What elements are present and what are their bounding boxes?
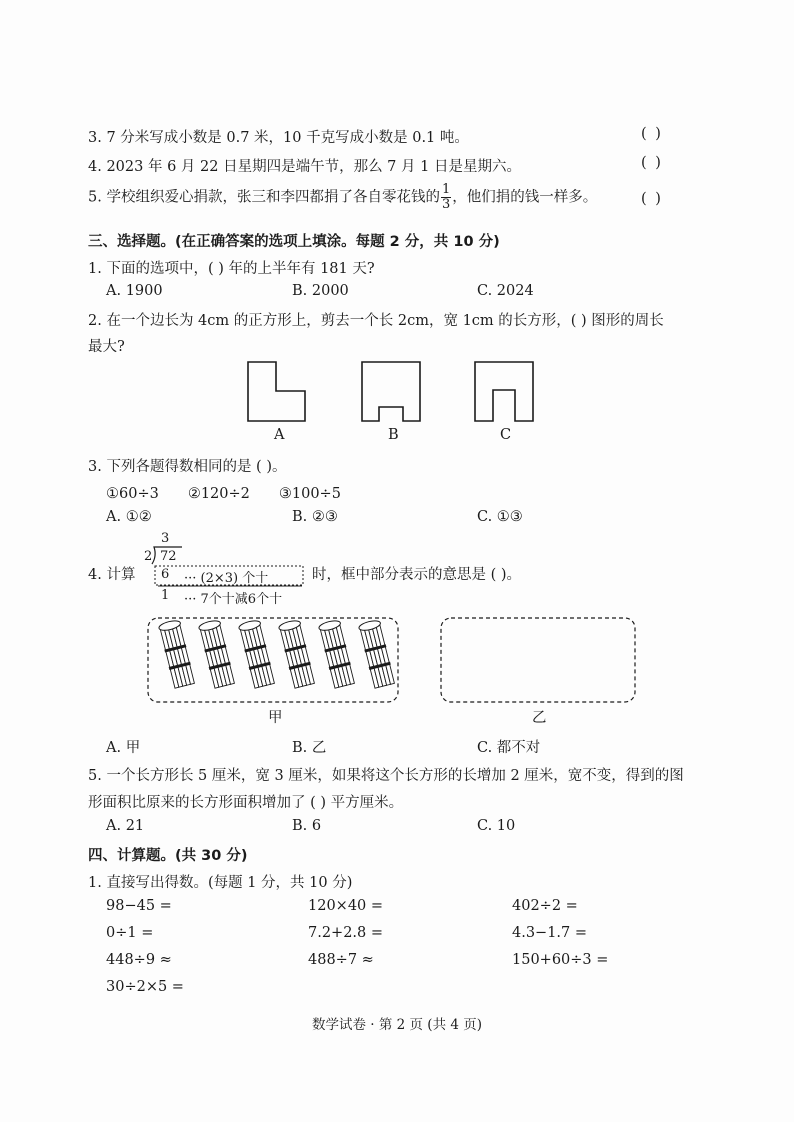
- q3-option-b[interactable]: B. ②③: [292, 509, 338, 525]
- choice-question-2-line1: 2. 在一个边长为 4cm 的正方形上，剪去一个长 2cm，宽 1cm 的长方形，( ) 图形的周长: [88, 313, 664, 329]
- choice-question-2-line2: 最大?: [88, 339, 125, 355]
- calc-r2c2[interactable]: 7.2+2.8 =: [308, 925, 384, 941]
- q5-option-c[interactable]: C. 10: [477, 818, 516, 834]
- calc-r1c3[interactable]: 402÷2 =: [512, 898, 578, 914]
- judge-q5-text-before: 5. 学校组织爱心捐款，张三和李四都捐了各自零花钱的: [88, 189, 440, 206]
- stick-bundles: [158, 619, 395, 688]
- division-dividend: 72: [160, 549, 177, 564]
- box-label-yi: 乙: [532, 710, 547, 726]
- stick-bundle: [278, 619, 315, 688]
- choice-question-1: 1. 下面的选项中，( ) 年的上半年有 181 天?: [88, 261, 375, 277]
- q4-option-a[interactable]: A. 甲: [106, 740, 141, 756]
- box-yi: [441, 618, 635, 702]
- stick-bundle: [238, 619, 275, 688]
- choice-question-4-prefix: 4. 计算: [88, 567, 136, 583]
- answer-blank-3[interactable]: ( ): [641, 126, 663, 142]
- stick-bundle: [158, 619, 195, 688]
- shape-label-b: B: [388, 427, 399, 443]
- q5-option-b[interactable]: B. 6: [292, 818, 322, 834]
- q5-option-a[interactable]: A. 21: [106, 818, 145, 834]
- division-divisor: 2: [144, 549, 153, 564]
- q4-option-c[interactable]: C. 都不对: [477, 740, 541, 756]
- q3-option-a[interactable]: A. ①②: [106, 509, 152, 525]
- section-4-sub1: 1. 直接写出得数。(每题 1 分，共 10 分): [88, 875, 353, 891]
- division-quotient: 3: [161, 531, 170, 546]
- division-row1-num: 6: [161, 567, 170, 582]
- judge-question-3: 3. 7 分米写成小数是 0.7 米，10 千克写成小数是 0.1 吨。: [88, 130, 469, 146]
- q3-option-c[interactable]: C. ①③: [477, 509, 523, 525]
- division-row2-note: ··· 7个十减6个十: [184, 592, 283, 607]
- page-footer: 数学试卷 · 第 2 页 (共 4 页): [311, 1017, 483, 1033]
- q1-option-c[interactable]: C. 2024: [477, 283, 534, 299]
- stick-bundle: [198, 619, 235, 688]
- division-row1-note: ··· (2×3) 个十: [184, 571, 269, 586]
- calc-r3c1[interactable]: 448÷9 ≈: [106, 952, 172, 968]
- section-4-heading: 四、计算题。(共 30 分): [88, 848, 248, 864]
- fraction-denominator: 3: [441, 197, 451, 212]
- division-row2-num: 1: [161, 588, 170, 603]
- calc-r4c1[interactable]: 30÷2×5 =: [106, 979, 184, 995]
- judge-question-4: 4. 2023 年 6 月 22 日星期四是端午节，那么 7 月 1 日是星期六。: [88, 159, 521, 175]
- q3-expressions: ①60÷3 ②120÷2 ③100÷5: [106, 486, 341, 502]
- judge-q5-text-after: ，他们捐的钱一样多。: [452, 189, 598, 206]
- q1-option-a[interactable]: A. 1900: [106, 283, 163, 299]
- calc-r2c1[interactable]: 0÷1 =: [106, 925, 154, 941]
- q1-option-b[interactable]: B. 2000: [292, 283, 349, 299]
- calc-r3c3[interactable]: 150+60÷3 =: [512, 952, 609, 968]
- answer-blank-5[interactable]: ( ): [641, 191, 663, 207]
- box-label-jia: 甲: [268, 710, 283, 726]
- shape-label-c: C: [500, 427, 512, 443]
- choice-question-3: 3. 下列各题得数相同的是 ( )。: [88, 459, 287, 475]
- shape-label-a: A: [274, 427, 285, 443]
- calc-r1c2[interactable]: 120×40 =: [308, 898, 384, 914]
- answer-blank-4[interactable]: ( ): [641, 155, 663, 171]
- choice-question-5-line1: 5. 一个长方形长 5 厘米，宽 3 厘米，如果将这个长方形的长增加 2 厘米，宽不变，得到的图: [88, 768, 684, 784]
- fraction-numerator: 1: [441, 182, 451, 197]
- choice-question-4-suffix: 时，框中部分表示的意思是 ( )。: [312, 567, 522, 583]
- section-3-heading: 三、选择题。(在正确答案的选项上填涂。每题 2 分，共 10 分): [88, 234, 500, 250]
- calc-r3c2[interactable]: 488÷7 ≈: [308, 952, 374, 968]
- stick-bundle: [318, 619, 355, 688]
- choice-question-5-line2: 形面积比原来的长方形面积增加了 ( ) 平方厘米。: [88, 795, 404, 811]
- stick-bundle: [358, 619, 395, 688]
- q4-option-b[interactable]: B. 乙: [292, 740, 327, 756]
- calc-r2c3[interactable]: 4.3−1.7 =: [512, 925, 588, 941]
- calc-r1c1[interactable]: 98−45 =: [106, 898, 172, 914]
